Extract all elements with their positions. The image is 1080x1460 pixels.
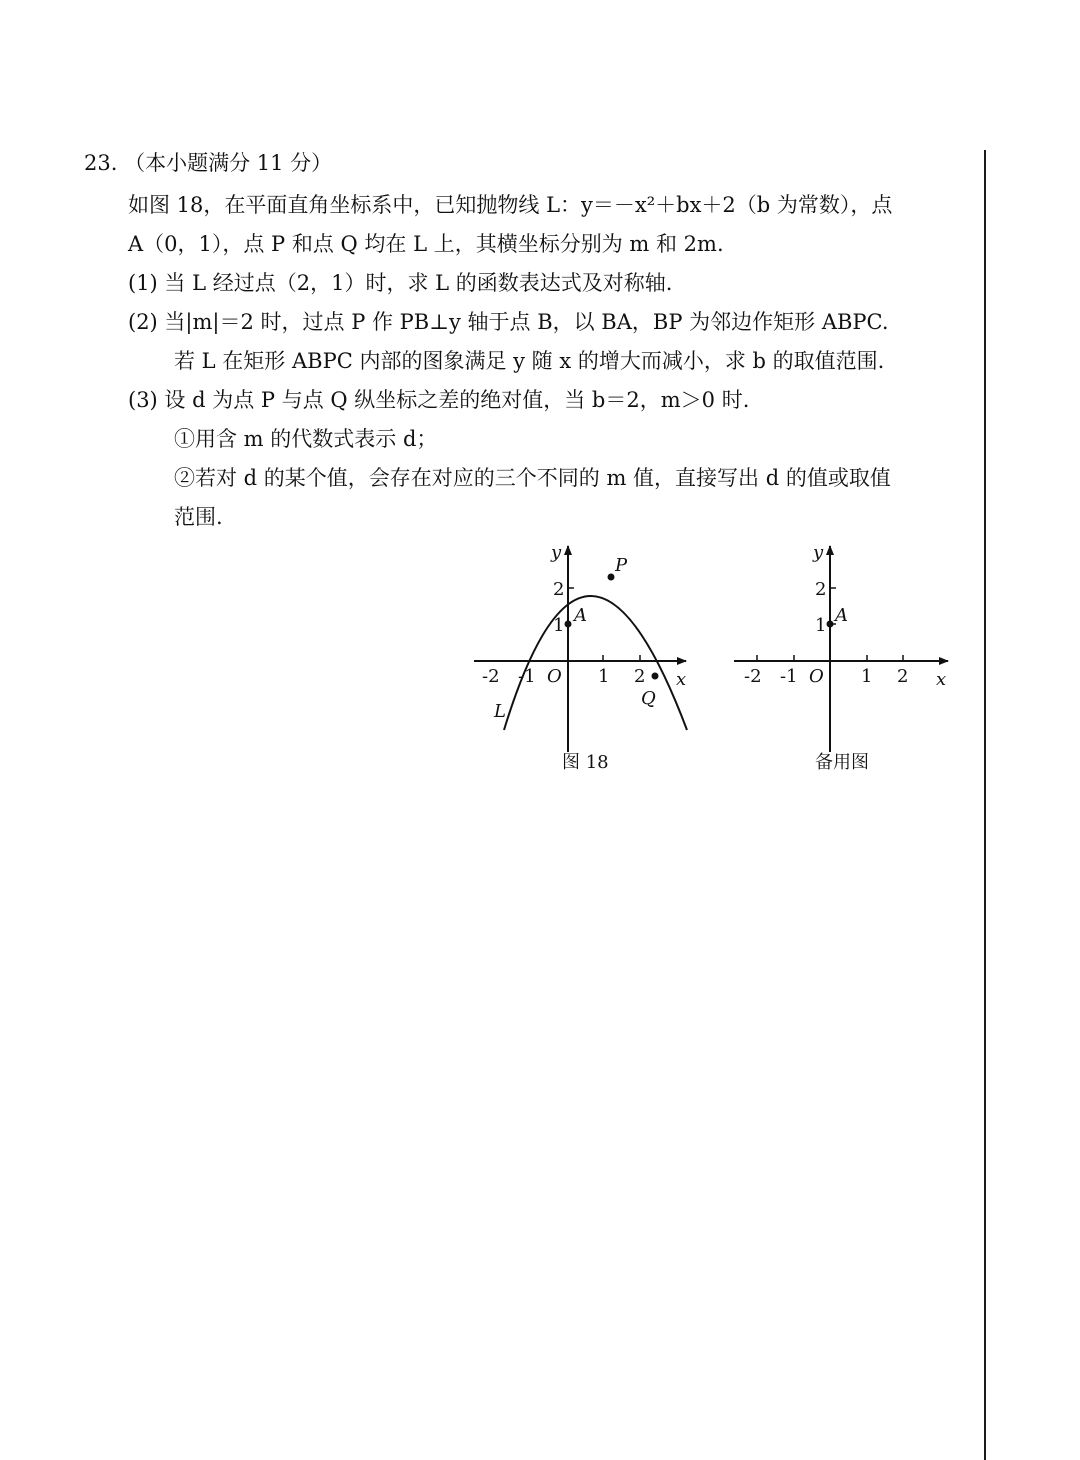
part-1-text: (1) 当 L 经过点（2，1）时，求 L 的函数表达式及对称轴. bbox=[128, 271, 673, 295]
question-line-1: 如图 18，在平面直角坐标系中，已知抛物线 L：y＝－x²＋bx＋2（b 为常数），点 bbox=[128, 193, 893, 217]
part-3-sub-1: ①用含 m 的代数式表示 d； bbox=[174, 427, 438, 451]
fig1-x-tick-label-1: 1 bbox=[598, 666, 610, 687]
fig1-curve-L-label: L bbox=[494, 701, 506, 722]
part-2-text-cont: 若 L 在矩形 ABPC 内部的图象满足 y 随 x 的增大而减小，求 b 的取值范围. bbox=[174, 349, 885, 373]
fig2-point-A-label: A bbox=[835, 605, 848, 626]
fig2-x-tick-label-neg2: -2 bbox=[744, 666, 762, 687]
question-score-note: （本小题满分 11 分） bbox=[124, 151, 333, 175]
part-2-text: (2) 当|m|＝2 时，过点 P 作 PB⊥y 轴于点 B，以 BA，BP 为邻边作矩形 ABPC. bbox=[128, 310, 889, 334]
fig2-origin-label: O bbox=[809, 666, 824, 687]
fig1-point-Q-dot bbox=[652, 673, 659, 680]
part-3-sub-2-cont: 范围. bbox=[174, 505, 223, 529]
fig2-y-tick-label-2: 2 bbox=[815, 579, 827, 600]
fig2-x-tick-label-1: 1 bbox=[861, 666, 873, 687]
fig2-y-label: y bbox=[813, 542, 824, 563]
fig1-point-A-label: A bbox=[574, 605, 587, 626]
question-number: 23. bbox=[84, 151, 118, 175]
fig1-x-tick-label-neg2: -2 bbox=[482, 666, 500, 687]
fig1-parabola-L bbox=[504, 596, 687, 730]
fig1-x-label: x bbox=[676, 669, 687, 690]
question-line-2: A（0，1），点 P 和点 Q 均在 L 上，其横坐标分别为 m 和 2m. bbox=[128, 232, 724, 256]
fig1-y-label: y bbox=[551, 542, 562, 563]
backup-figure bbox=[734, 542, 948, 773]
fig1-point-P-label: P bbox=[615, 555, 628, 576]
fig2-y-tick-label-1: 1 bbox=[815, 615, 827, 636]
fig1-y-tick-label-2: 2 bbox=[553, 579, 565, 600]
part-3-text: (3) 设 d 为点 P 与点 Q 纵坐标之差的绝对值，当 b＝2，m＞0 时. bbox=[128, 388, 750, 412]
fig2-x-tick-label-2: 2 bbox=[897, 666, 909, 687]
fig1-point-P-dot bbox=[608, 574, 615, 581]
fig1-origin-label: O bbox=[547, 666, 562, 687]
fig2-x-tick-label-neg1: -1 bbox=[780, 666, 798, 687]
fig1-x-tick-label-neg1: -1 bbox=[518, 666, 536, 687]
fig1-y-tick-label-1: 1 bbox=[553, 615, 565, 636]
fig1-caption: 图 18 bbox=[562, 752, 609, 773]
fig1-point-A-dot bbox=[565, 621, 572, 628]
part-3-sub-2: ②若对 d 的某个值，会存在对应的三个不同的 m 值，直接写出 d 的值或取值 bbox=[174, 466, 891, 490]
fig2-x-label: x bbox=[936, 669, 947, 690]
fig1-point-Q-label: Q bbox=[641, 688, 656, 709]
figure-18 bbox=[474, 542, 687, 773]
fig2-caption: 备用图 bbox=[815, 752, 869, 773]
fig1-x-tick-label-2: 2 bbox=[634, 666, 646, 687]
